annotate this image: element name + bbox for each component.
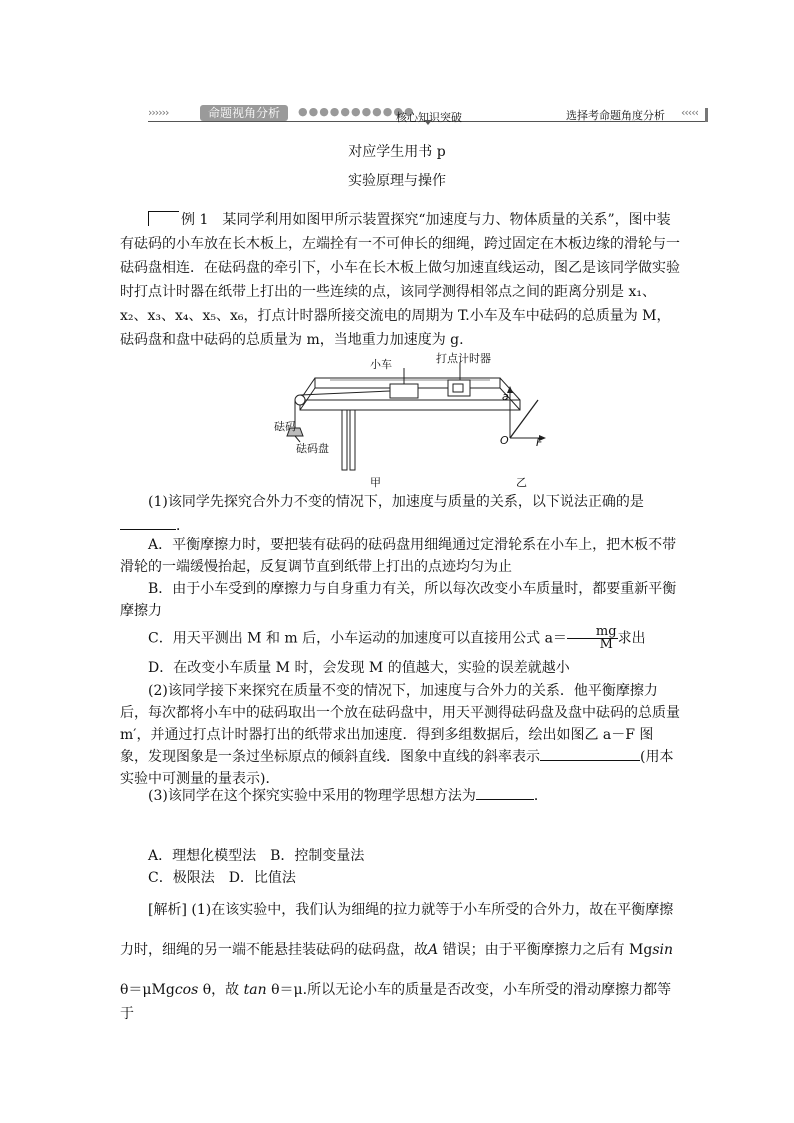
q1-option-b: B．由于小车受到的摩擦力与自身重力有关，所以每次改变小车质量时，都要重新平衡摩擦力 bbox=[120, 581, 677, 619]
analysis-line-3 bbox=[120, 978, 680, 1026]
experiment-figure bbox=[270, 350, 560, 490]
q3-text: (3)该同学在这个探究实验中采用的物理学思想方法为 bbox=[148, 788, 476, 804]
analysis-line-3-pre: θ＝μMg bbox=[120, 982, 175, 998]
question-1-stem bbox=[120, 490, 680, 538]
question-2 bbox=[120, 680, 680, 790]
q3-end: ． bbox=[533, 788, 548, 804]
example-intro bbox=[120, 208, 680, 352]
label-pan: 砝码盘 bbox=[296, 442, 329, 455]
question-3 bbox=[120, 784, 680, 808]
label-weight: 砝码 bbox=[274, 420, 296, 433]
choice-line-2: C．极限法 D．比值法 bbox=[148, 870, 296, 886]
example-box-icon bbox=[148, 211, 179, 226]
header-center-label: 核心知识突破 bbox=[396, 111, 462, 124]
axis-label-F: F bbox=[536, 436, 543, 449]
example-label: 例 1 bbox=[181, 212, 209, 228]
a-F-graph bbox=[507, 386, 546, 441]
formula-fraction bbox=[567, 626, 618, 651]
string-line bbox=[300, 391, 390, 395]
q3-answer-blank bbox=[476, 785, 534, 800]
header-tab-label: 命题视角分析 bbox=[200, 105, 288, 121]
apparatus-diagram bbox=[270, 350, 560, 490]
fraction-numerator: mg bbox=[567, 626, 618, 639]
header-left-chevrons: ›››››› bbox=[148, 106, 169, 119]
fraction-denominator: M bbox=[599, 637, 613, 652]
header-dots: ●●●●●●●●●●● bbox=[298, 105, 415, 118]
analysis-line-2-text: 力时，细绳的另一端不能悬挂装砝码的砝码盘，故 bbox=[120, 942, 428, 958]
q2-answer-blank bbox=[540, 746, 640, 761]
analysis-tan: tan bbox=[243, 982, 267, 998]
axis-origin-O: O bbox=[500, 434, 509, 447]
label-timer: 打点计时器 bbox=[436, 352, 491, 365]
analysis-line-1: [解析] (1)在该实验中，我们认为细绳的拉力就等于小车所受的合外力，故在平衡摩擦 bbox=[148, 902, 674, 918]
q1-stem-text: (1)该同学先探究合外力不变的情况下，加速度与质量的关系，以下说法正确的是 bbox=[148, 494, 644, 510]
q1-option-c-tail: 求出 bbox=[617, 630, 646, 647]
header-caret-icon bbox=[424, 120, 432, 125]
example-intro-line1: 某同学利用如图甲所示装置探究“加速度与力、物体质量的关系”，图中装 bbox=[222, 212, 671, 228]
analysis-line-2-mid: 错误；由于平衡摩擦力之后有 Mg bbox=[438, 942, 653, 958]
axis-label-a: a bbox=[502, 390, 509, 403]
q1-option-c bbox=[120, 626, 680, 651]
q1-option-d: D．在改变小车质量 M 时，会发现 M 的值越大，实验的误差就越小 bbox=[148, 660, 570, 676]
caption-yi: 乙 bbox=[516, 476, 527, 489]
header-right-label: 选择考命题角度分析 bbox=[566, 109, 665, 122]
chapter-header bbox=[148, 104, 708, 126]
analysis-sin: sin bbox=[652, 942, 674, 958]
example-intro-rest: 有砝码的小车放在长木板上，左端拴有一不可伸长的细绳，跨过固定在木板边缘的滑轮与一砝码盘相连．在砝码盘的牵引下，小车在长木板上做匀加速直线运动，图乙是该同学做实验时打点计时器在纸带上打出的一些连续的点，该同学测得相邻点之间的距离分别是 x₁、x₂、x₃、x₄、x₅、x₆，打点计时器所接交流电的周期为 T.小车及车中砝码的总质量为 M，砝码盘和盘中砝码的总质量为 m，当地重力加速度为 g. bbox=[120, 236, 680, 348]
book-reference: 对应学生用书 p bbox=[348, 144, 446, 160]
q1-option-a: A．平衡摩擦力时，要把装有砝码的砝码盘用细绳通过定滑轮系在小车上，把木板不带滑轮的一端缓慢抬起，反复调节直到纸带上打出的点迹均匀为止 bbox=[120, 537, 677, 575]
analysis-line-2 bbox=[120, 938, 680, 962]
analysis-line-3-post: θ＝μ.所以无论小车的质量是否改变，小车所受的滑动摩擦力都等于 bbox=[120, 982, 672, 1022]
label-cart: 小车 bbox=[370, 358, 392, 371]
q2-text: (2)该同学接下来探究在质量不变的情况下，加速度与合外力的关系．他平衡摩擦力后，每次都将小车中的砝码取出一个放在砝码盘中，用天平测得砝码盘及盘中砝码的总质量 m′，并通过打点计时器打出的纸带求出加速度．得到多组数据后，绘出如图乙 a－F 图象，发现图象是一条过坐标原点的倾斜直线．图象中直线的斜率表示 bbox=[120, 683, 680, 765]
q1-option-c-text: C．用天平测出 M 和 m 后，小车运动的加速度可以直接用公式 a＝ bbox=[148, 630, 567, 647]
analysis-option-A: A bbox=[428, 942, 439, 958]
q2-end: (用本实验中可测量的量表示)． bbox=[120, 749, 674, 787]
analysis-line-3-mid: θ，故 bbox=[198, 982, 244, 998]
choice-line-1: A．理想化模型法 B．控制变量法 bbox=[148, 848, 365, 864]
cart-shape bbox=[390, 384, 418, 398]
section-title: 实验原理与操作 bbox=[348, 173, 446, 189]
header-right-chevrons: ‹‹‹‹‹ bbox=[681, 106, 698, 119]
q1-answer-blank bbox=[120, 515, 176, 530]
header-right-bar bbox=[705, 108, 708, 122]
q1-end: ． bbox=[176, 518, 190, 534]
pulley-icon bbox=[295, 395, 305, 405]
analysis-cos: cos bbox=[174, 982, 199, 998]
caption-jia: 甲 bbox=[370, 476, 381, 489]
table-legs bbox=[342, 410, 355, 470]
